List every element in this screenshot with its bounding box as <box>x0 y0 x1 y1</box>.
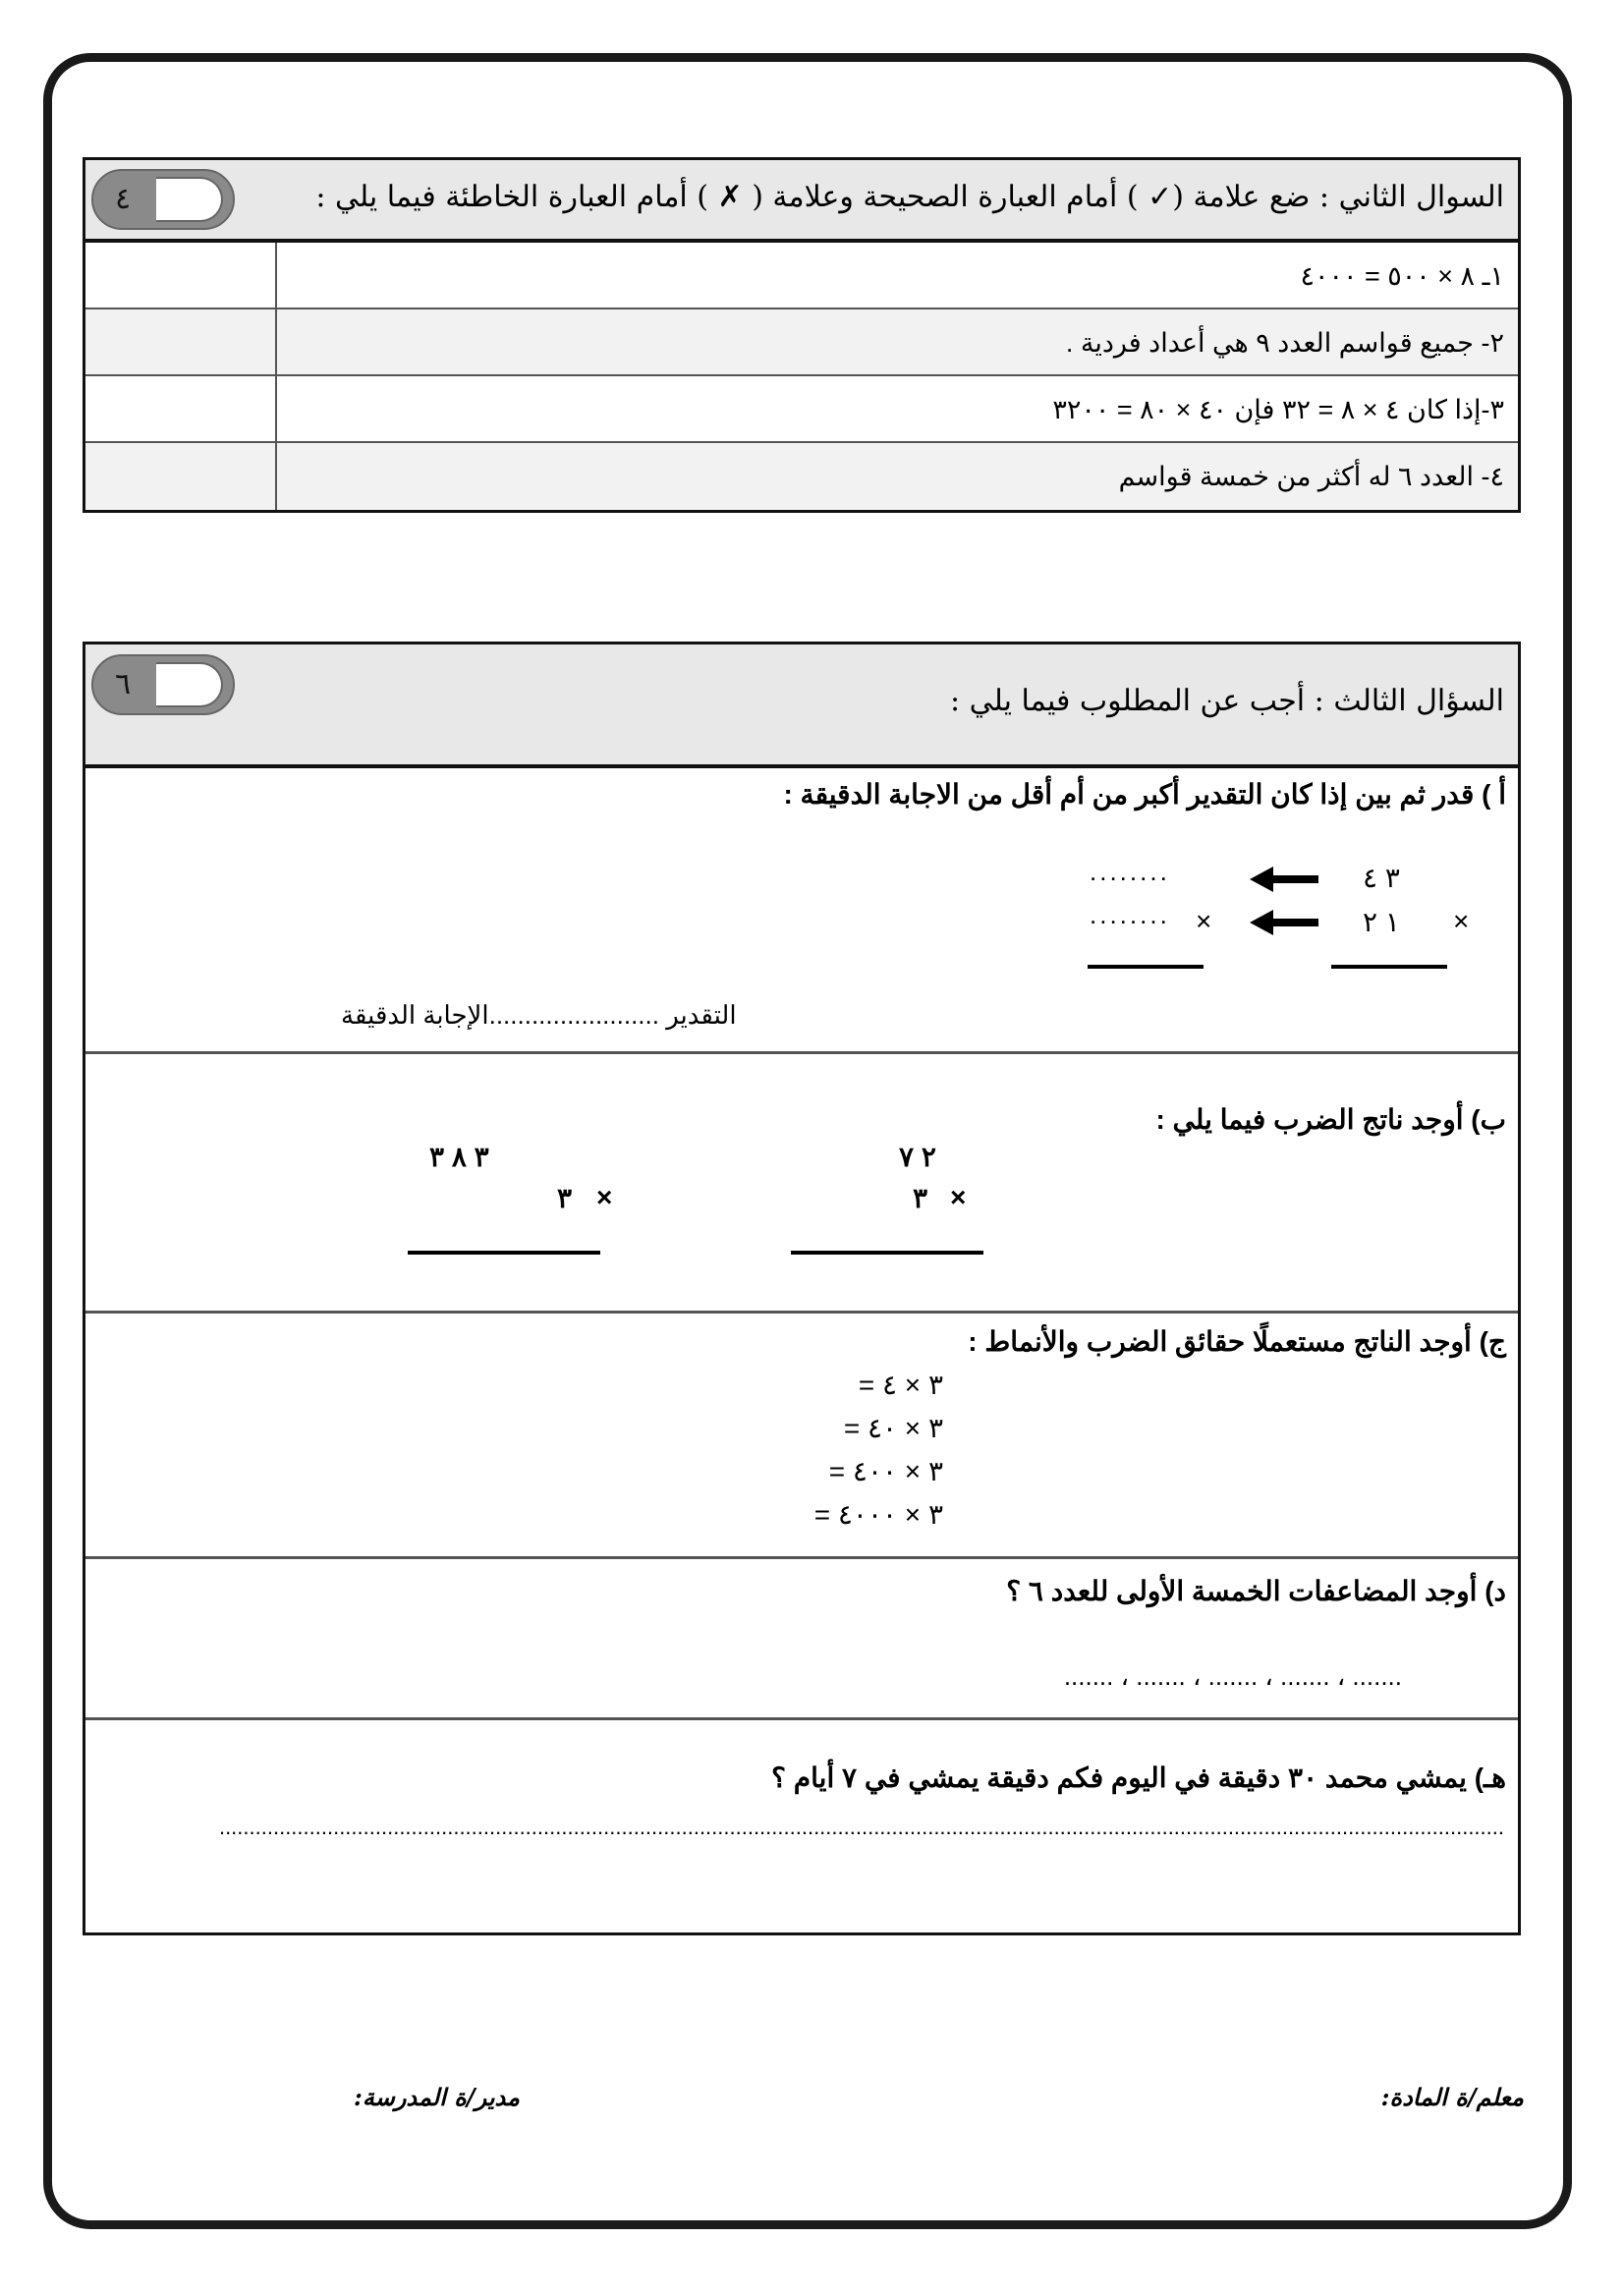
multiples-blanks[interactable]: ....... ، ....... ، ....... ، ....... ، ....... <box>1063 1661 1402 1691</box>
question3-box <box>83 642 1521 1935</box>
pattern-line[interactable]: ٣ × ٤٠٠٠ = <box>813 1499 943 1530</box>
times-symbol: × <box>1196 906 1212 936</box>
score-badge <box>91 169 235 230</box>
statement-text: ٣-إذا كان ٤ × ٨ = ٣٢ فإن ٤٠ × ٨٠ = ٣٢٠٠ <box>1052 395 1504 424</box>
times-symbol: × <box>1453 906 1470 936</box>
score-value: ٦ <box>114 667 132 701</box>
statement-row <box>85 309 1518 376</box>
statement-text: ١ـ ٨ × ٥٠٠ = ٤٠٠٠ <box>1300 261 1504 291</box>
problem-top: ٣ ٨ ٣ <box>429 1142 489 1172</box>
answer-cell[interactable] <box>85 309 277 374</box>
teacher-signature-label: معلم/ة المادة: <box>1380 2083 1524 2111</box>
score-blank <box>156 662 223 707</box>
pattern-line[interactable]: ٣ × ٤٠ = <box>843 1413 943 1443</box>
answer-cell[interactable] <box>85 376 277 441</box>
estimate-blank[interactable]: ........ <box>1090 857 1170 886</box>
part-b <box>85 1054 1518 1314</box>
estimate-compare-line[interactable]: التقدير ........................الإجابة الدقيقة <box>341 1000 737 1030</box>
score-value: ٤ <box>114 182 132 216</box>
question2-header <box>85 160 1518 243</box>
sum-line <box>1088 965 1204 969</box>
part-d <box>85 1559 1518 1720</box>
part-b-title: ب) أوجد ناتج الضرب فيما يلي : <box>1155 1104 1506 1135</box>
answer-dotted-line[interactable]: ...................................................................................................................................................................................................................... <box>218 1815 1504 1839</box>
statement-row <box>85 376 1518 443</box>
problem-bottom: ٣ <box>913 1183 928 1213</box>
problem-top: ٢ ٧ <box>899 1142 936 1172</box>
score-badge <box>91 654 235 715</box>
principal-signature-label: مدير/ة المدرسة: <box>354 2083 520 2111</box>
arrow-left-icon <box>1250 867 1318 892</box>
estimate-blank[interactable]: ........ <box>1090 900 1170 929</box>
true-false-table <box>85 243 1518 510</box>
pattern-line[interactable]: ٣ × ٤ = <box>858 1370 943 1400</box>
answer-cell[interactable] <box>85 443 277 510</box>
statement-text: ٢- جميع قواسم العدد ٩ هي أعداد فردية . <box>1065 328 1504 358</box>
question3-header <box>85 644 1518 768</box>
times-symbol: × <box>950 1182 967 1212</box>
statement-row <box>85 243 1518 309</box>
answer-line[interactable] <box>791 1251 983 1255</box>
sum-line <box>1331 965 1447 969</box>
arrow-left-icon <box>1250 910 1318 935</box>
part-e <box>85 1720 1518 1929</box>
problem-bottom: ٣ <box>557 1183 573 1213</box>
part-a <box>85 768 1518 1054</box>
question2-box <box>83 157 1521 513</box>
times-symbol: × <box>596 1182 613 1212</box>
score-blank <box>156 177 223 222</box>
question3-title: السؤال الثالث : أجب عن المطلوب فيما يلي : <box>950 684 1504 718</box>
answer-cell[interactable] <box>85 243 277 308</box>
question2-title: السوال الثاني : ضع علامة (✓ ) أمام العبارة الصحيحة وعلامة ( ✗ ) أمام العبارة الخاطئة فيما يلي : <box>315 180 1504 214</box>
part-e-title: هـ) يمشي محمد ٣٠ دقيقة في اليوم فكم دقيقة يمشي في ٧ أيام ؟ <box>771 1763 1506 1793</box>
part-c-title: ج) أوجد الناتج مستعملًا حقائق الضرب والأنماط : <box>968 1326 1506 1357</box>
answer-line[interactable] <box>408 1251 600 1255</box>
part-d-title: د) أوجد المضاعفات الخمسة الأولى للعدد ٦ ؟ <box>1006 1576 1506 1606</box>
pattern-line[interactable]: ٣ × ٤٠٠ = <box>828 1456 943 1486</box>
statement-row <box>85 443 1518 510</box>
top-number: ٣ ٤ <box>1363 863 1400 893</box>
statement-text: ٤- العدد ٦ له أكثر من خمسة قواسم <box>1118 462 1504 491</box>
part-c <box>85 1314 1518 1559</box>
part-a-title: أ ) قدر ثم بين إذا كان التقدير أكبر من أم أقل من الاجابة الدقيقة : <box>783 779 1506 810</box>
bottom-number: ١ ٢ <box>1363 907 1400 937</box>
